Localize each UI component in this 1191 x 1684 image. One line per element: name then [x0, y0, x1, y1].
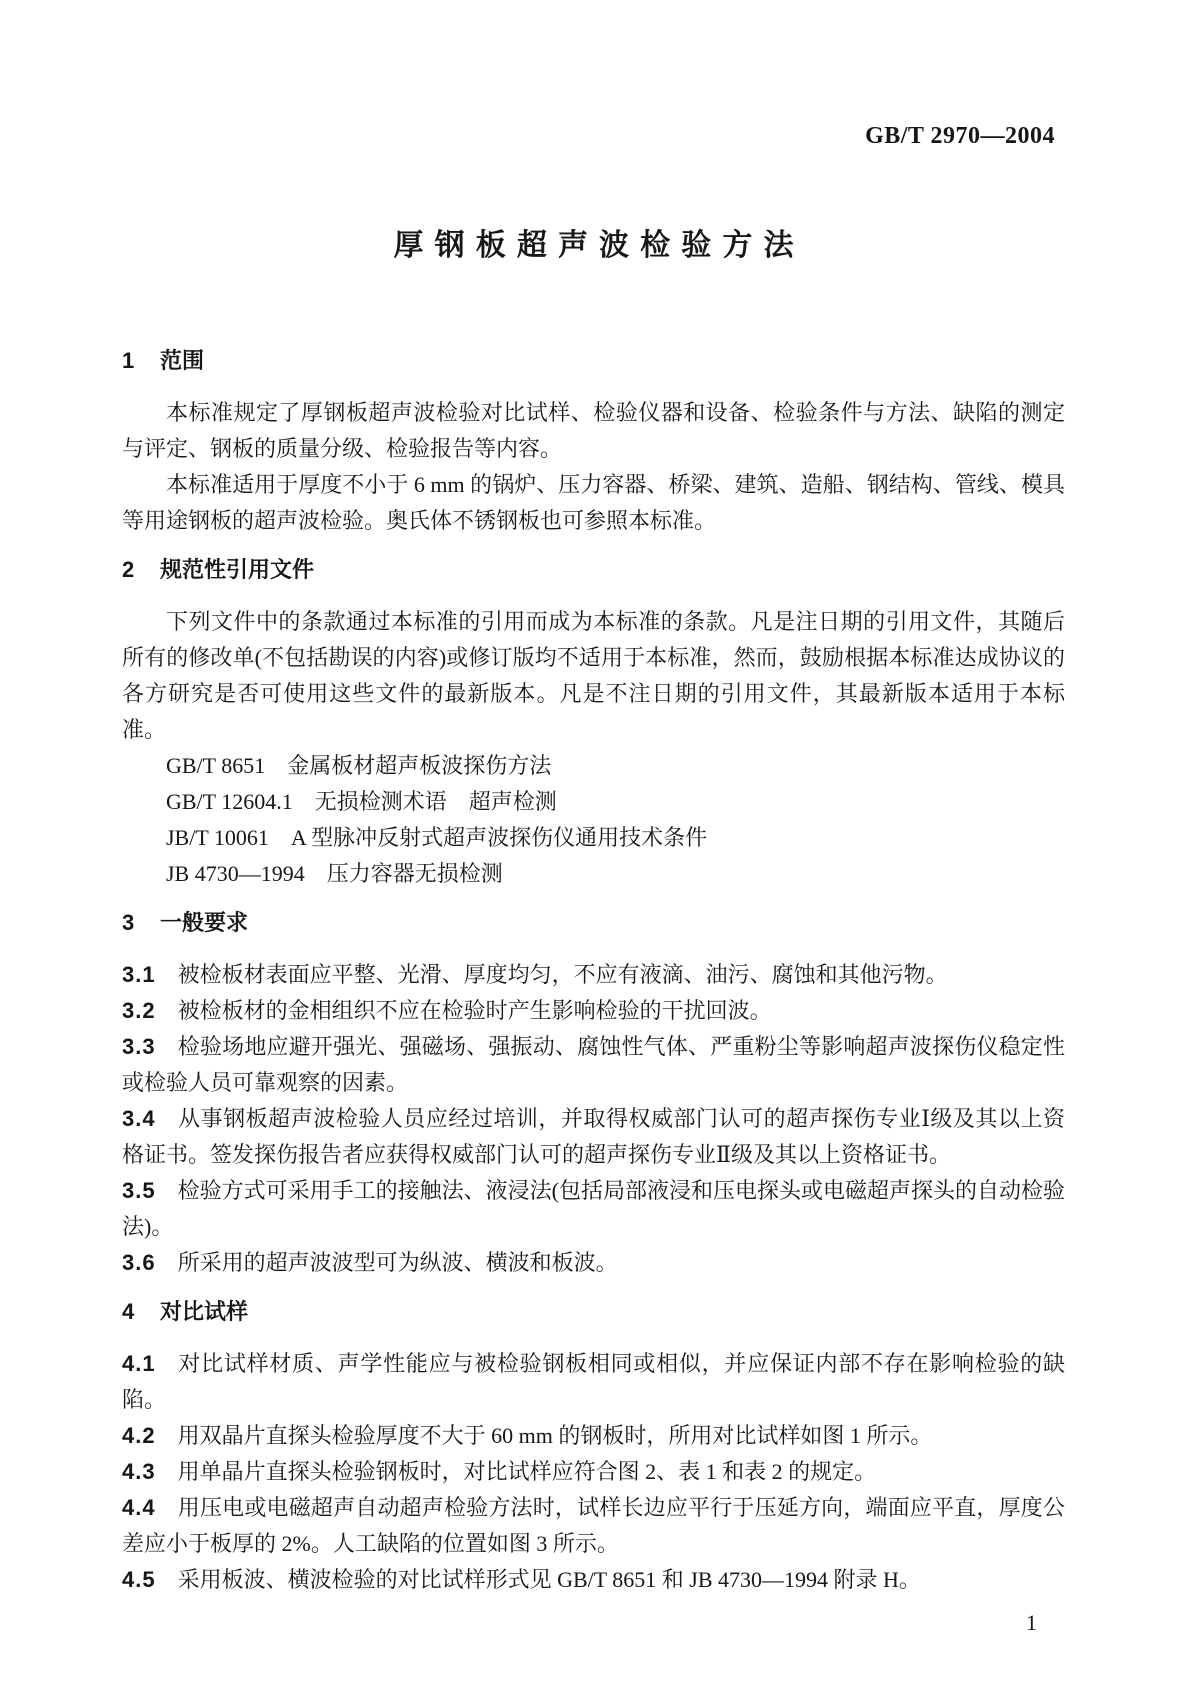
reference-item: GB/T 8651 金属板材超声板波探伤方法 — [166, 753, 552, 778]
clause-text: 被检板材表面应平整、光滑、厚度均匀，不应有液滴、油污、腐蚀和其他污物。 — [177, 962, 948, 987]
clause-number: 3.4 — [122, 1106, 156, 1131]
section-number: 4 — [122, 1299, 135, 1324]
clause-text: 被检板材的金相组织不应在检验时产生影响检验的干扰回波。 — [177, 998, 772, 1023]
paragraph: 本标准规定了厚钢板超声波检验对比试样、检验仪器和设备、检验条件与方法、缺陷的测定与评定、钢板的质量分级、检验报告等内容。 — [122, 400, 1065, 461]
clause-item — [122, 1562, 1065, 1598]
reference-item: JB 4730—1994 压力容器无损检测 — [166, 861, 503, 886]
clause-item — [122, 957, 1065, 993]
clause-item — [122, 1101, 1065, 1173]
clause-text: 检验场地应避开强光、强磁场、强振动、腐蚀性气体、严重粉尘等影响超声波探伤仪稳定性或检验人员可靠观察的因素。 — [122, 1034, 1065, 1095]
clause-text: 对比试样材质、声学性能应与被检验钢板相同或相似，并应保证内部不存在影响检验的缺陷。 — [122, 1351, 1065, 1412]
section-title: 范围 — [160, 348, 205, 373]
reference-item: JB/T 10061 A 型脉冲反射式超声波探伤仪通用技术条件 — [166, 825, 708, 850]
reference-item: GB/T 12604.1 无损检测术语 超声检测 — [166, 789, 557, 814]
clause-text: 用双晶片直探头检验厚度不大于 60 mm 的钢板时，所用对比试样如图 1 所示。 — [177, 1423, 933, 1448]
clause-number: 3.6 — [122, 1250, 156, 1275]
clause-item — [122, 1245, 1065, 1281]
clause-number: 3.1 — [122, 962, 156, 987]
section-title: 对比试样 — [160, 1299, 249, 1324]
clause-number: 4.2 — [122, 1423, 156, 1448]
section-title: 规范性引用文件 — [160, 557, 315, 582]
section-heading-3 — [122, 905, 1065, 941]
section-heading-4 — [122, 1294, 1065, 1330]
clause-text: 所采用的超声波波型可为纵波、横波和板波。 — [177, 1250, 618, 1275]
clause-item — [122, 993, 1065, 1029]
clause-number: 4.3 — [122, 1459, 156, 1484]
page-number: 1 — [1026, 1610, 1037, 1635]
section-number: 3 — [122, 910, 135, 935]
paragraph: 下列文件中的条款通过本标准的引用而成为本标准的条款。凡是注日期的引用文件，其随后所有的修改单(不包括勘误的内容)或修订版均不适用于本标准，然而，鼓励根据本标准达成协议的各方研究是否可使用这些文件的最新版本。凡是不注日期的引用文件，其最新版本适用于本标准。 — [122, 609, 1065, 742]
clause-text: 用单晶片直探头检验钢板时，对比试样应符合图 2、表 1 和表 2 的规定。 — [177, 1459, 877, 1484]
clause-item — [122, 1418, 1065, 1454]
doc-code: GB/T 2970—2004 — [865, 123, 1055, 149]
section-heading-1 — [122, 343, 1065, 379]
clause-number: 4.5 — [122, 1567, 156, 1592]
section-number: 1 — [122, 348, 135, 373]
clause-number: 3.5 — [122, 1178, 156, 1203]
clause-text: 从事钢板超声波检验人员应经过培训，并取得权威部门认可的超声探伤专业Ⅰ级及其以上资格证书。签发探伤报告者应获得权威部门认可的超声探伤专业Ⅱ级及其以上资格证书。 — [122, 1106, 1065, 1167]
clause-number: 4.1 — [122, 1351, 156, 1376]
clause-item — [122, 1173, 1065, 1245]
clause-number: 3.2 — [122, 998, 156, 1023]
section-title: 一般要求 — [160, 910, 249, 935]
reference-list — [122, 748, 1065, 892]
clause-text: 采用板波、横波检验的对比试样形式见 GB/T 8651 和 JB 4730—1994 附录 H。 — [177, 1567, 921, 1592]
section-number: 2 — [122, 557, 135, 582]
clause-item — [122, 1346, 1065, 1418]
clause-item — [122, 1490, 1065, 1562]
clause-number: 4.4 — [122, 1495, 156, 1520]
clause-text: 用压电或电磁超声自动超声检验方法时，试样长边应平行于压延方向，端面应平直，厚度公差应小于板厚的 2%。人工缺陷的位置如图 3 所示。 — [122, 1495, 1065, 1556]
paragraph: 本标准适用于厚度不小于 6 mm 的锅炉、压力容器、桥梁、建筑、造船、钢结构、管线、模具等用途钢板的超声波检验。奥氏体不锈钢板也可参照本标准。 — [122, 472, 1065, 533]
clause-item — [122, 1029, 1065, 1101]
clause-text: 检验方式可采用手工的接触法、液浸法(包括局部液浸和压电探头或电磁超声探头的自动检验法)。 — [122, 1178, 1065, 1239]
clause-number: 3.3 — [122, 1034, 156, 1059]
section-heading-2 — [122, 552, 1065, 588]
document-title: 厚钢板超声波检验方法 — [393, 229, 805, 262]
clause-item — [122, 1454, 1065, 1490]
